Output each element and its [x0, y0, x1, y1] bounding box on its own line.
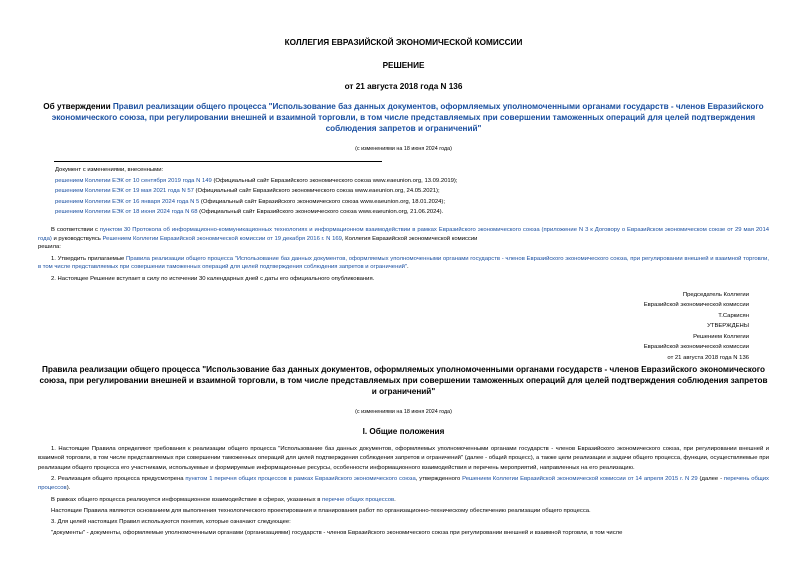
amendment-item: решением Коллегии ЕЭК от 16 января 2024 года N 5 (Официальный сайт Евразийского экономического союза www.eaeunion.org, 18.01.2024);	[55, 198, 446, 205]
list-link[interactable]: перечне общих процессов	[322, 496, 395, 503]
rules-paragraph-3: В рамках общего процесса реализуется информационное взаимодействие в сферах, указанных в перечне общих процессов.	[51, 496, 396, 503]
approved-org: Евразийской экономической комиссии	[643, 344, 749, 351]
point-1: 1. Утвердить прилагаемые Правила реализации общего процесса "Использование баз данных документов, оформляемых уполномоченными органами государств - членов Евразийского экономического союза, при регулировании внешней и взаимной торговли, в том числе представляемых при совершении таможенных операций для целей подтверждения соблюдения запретов и ограничений".	[38, 255, 769, 271]
list-item-1-link[interactable]: пунктом 1 перечня общих процессов в рамках Евразийского экономического союза	[185, 475, 416, 482]
divider	[54, 161, 382, 162]
rules-title: Правила реализации общего процесса "Использование баз данных документов, оформляемых уполномоченными органами государств - членов Евразийского экономического союза, при регулировании внешней и взаимной торговли, в том числе представляемых при совершении таможенных операций для целей подтверждения соблюдения запретов и ограничений"	[39, 365, 768, 397]
decision-169-link[interactable]: Решением Коллегии Евразийской экономической комиссии от 19 декабря 2016 г. N 169	[102, 235, 342, 242]
document-title	[38, 92, 769, 134]
amendment-item: решением Коллегии ЕЭК от 18 июня 2024 года N 68 (Официальный сайт Евразийского экономического союза www.eaeunion.org, 21.06.2024).	[55, 209, 444, 216]
rules-body	[38, 437, 769, 539]
section-title: I. Общие положения	[362, 427, 445, 437]
signature-name: Т.Саркисян	[718, 312, 749, 319]
rules-link[interactable]: Правила реализации общего процесса "Использование баз данных документов, оформляемых уполномоченными органами государств - членов Евразийского экономического союза, при регулировании внешней и взаимной торговли, в том числе представляемых при совершении таможенных операций для целей подтверждения соблюдения запретов и ограничений"	[38, 255, 769, 271]
approved-word: УТВЕРЖДЕНЫ	[707, 323, 749, 330]
approved-by: Решением Коллегии	[693, 333, 749, 340]
title-prefix: Об утверждении	[43, 102, 113, 111]
list-link[interactable]: перечень общих процессов	[38, 475, 769, 492]
rules-paragraph-6: "документы" - документы, оформляемые уполномоченными органами (организациями) государств - членов Евразийского экономического союза при регулировании внешней и взаимной торговли, в том числе	[51, 530, 623, 537]
organization-name: КОЛЛЕГИЯ ЕВРАЗИЙСКОЙ ЭКОНОМИЧЕСКОЙ КОМИССИИ	[284, 38, 523, 47]
rules-paragraph-1: 1. Настоящие Правила определяют требования к реализации общего процесса "Использование баз данных документов, оформляемых уполномоченными органами государств - членов Евразийского экономического союза, при регулировании внешней и взаимной торговли, в том числе представляемых при совершении таможенных операций для целей подтверждения соблюдения запретов и ограничений" (далее - общий процесс), а также цели реализации и задачи общего процесса, функции, осуществляемые при реализации общего процесса его участниками, используемые и формируемые информационные ресурсы, особенности информационного взаимодействия и перечень мероприятий, направленных на его реализацию.	[38, 446, 769, 471]
rules-paragraph-2: 2. Реализация общего процесса предусмотрена пунктом 1 перечня общих процессов в рамках Евразийского экономического союза, утвержденного Решением Коллегии Евразийской экономической комиссии от 14 апреля 2015 г. N 29 (далее - перечень общих процессов).	[38, 475, 769, 492]
protocol-link[interactable]: пунктом 30 Протокола об информационно-коммуникационных технологиях и информационном взаимодействии в рамках Евразийского экономического союза (приложение N 3 к Договору о Евразийском экономическом союзе от 29 мая 2014 года)	[38, 226, 769, 242]
title-rules-link[interactable]: Правил реализации общего процесса "Использование баз данных документов, оформляемых уполномоченными органами государств - членов Евразийского экономического союза, при регулировании внешней и взаимной торговли, в том числе представляемых при совершении таможенных операций для целей подтверждения соблюдения запретов и ограничений"	[51, 102, 764, 133]
signature-role-org: Евразийской экономической комиссии	[643, 302, 749, 309]
rules-paragraph-4: Настоящие Правила являются основанием для выполнения технологического проектирования и планирования работ по организационно-техническому обеспечению реализации общего процесса.	[51, 507, 591, 514]
amendment-link[interactable]: решением Коллегии ЕЭК от 10 сентября 2019 года N 149	[55, 177, 212, 184]
rules-changes-note: (с изменениями на 18 июня 2024 года)	[355, 409, 452, 416]
rules-paragraph-5: 3. Для целей настоящих Правил используются понятия, которые означают следующее:	[51, 519, 291, 526]
amendment-link[interactable]: решением Коллегии ЕЭК от 19 мая 2021 года N 57	[55, 188, 194, 195]
amendment-link[interactable]: решением Коллегии ЕЭК от 16 января 2024 года N 5	[55, 198, 200, 205]
preamble-paragraph: В соответствии с пунктом 30 Протокола об информационно-коммуникационных технологиях и информационном взаимодействии в рамках Евразийского экономического союза (приложение N 3 к Договору о Евразийском экономическом союзе от 29 мая 2014 года) и руководствуясь Решением Коллегии Евразийской экономической комиссии от 19 декабря 2016 г. N 169, Коллегия Евразийской экономической комиссии	[38, 226, 769, 242]
changes-note: (с изменениями на 18 июня 2024 года)	[355, 146, 452, 152]
decision-29-link[interactable]: Решением Коллегии Евразийской экономической комиссии от 14 апреля 2015 г. N 29	[462, 475, 698, 482]
signature-block	[38, 284, 769, 364]
signature-role: Председатель Коллегии	[682, 291, 749, 298]
amendments-list	[55, 165, 769, 218]
point-2: 2. Настоящее Решение вступает в силу по истечении 30 календарных дней с даты его официального опубликования.	[51, 275, 375, 282]
amendment-link[interactable]: решением Коллегии ЕЭК от 18 июня 2024 года N 68	[55, 209, 198, 216]
document-date-number: от 21 августа 2018 года N 136	[344, 82, 463, 91]
document-type: РЕШЕНИЕ	[382, 61, 425, 70]
amendment-item: решением Коллегии ЕЭК от 10 сентября 2019 года N 149 (Официальный сайт Евразийского экономического союза www.eaeunion.org, 13.09.2019);	[55, 177, 458, 184]
amendments-intro: Документ с изменениями, внесенными:	[55, 167, 164, 173]
resolved-word: решила:	[38, 244, 61, 251]
approved-date: от 21 августа 2018 года N 136	[667, 354, 749, 361]
amendment-item: решением Коллегии ЕЭК от 19 мая 2021 года N 57 (Официальный сайт Евразийского экономического союза www.eaeunion.org, 24.05.2021);	[55, 188, 440, 195]
